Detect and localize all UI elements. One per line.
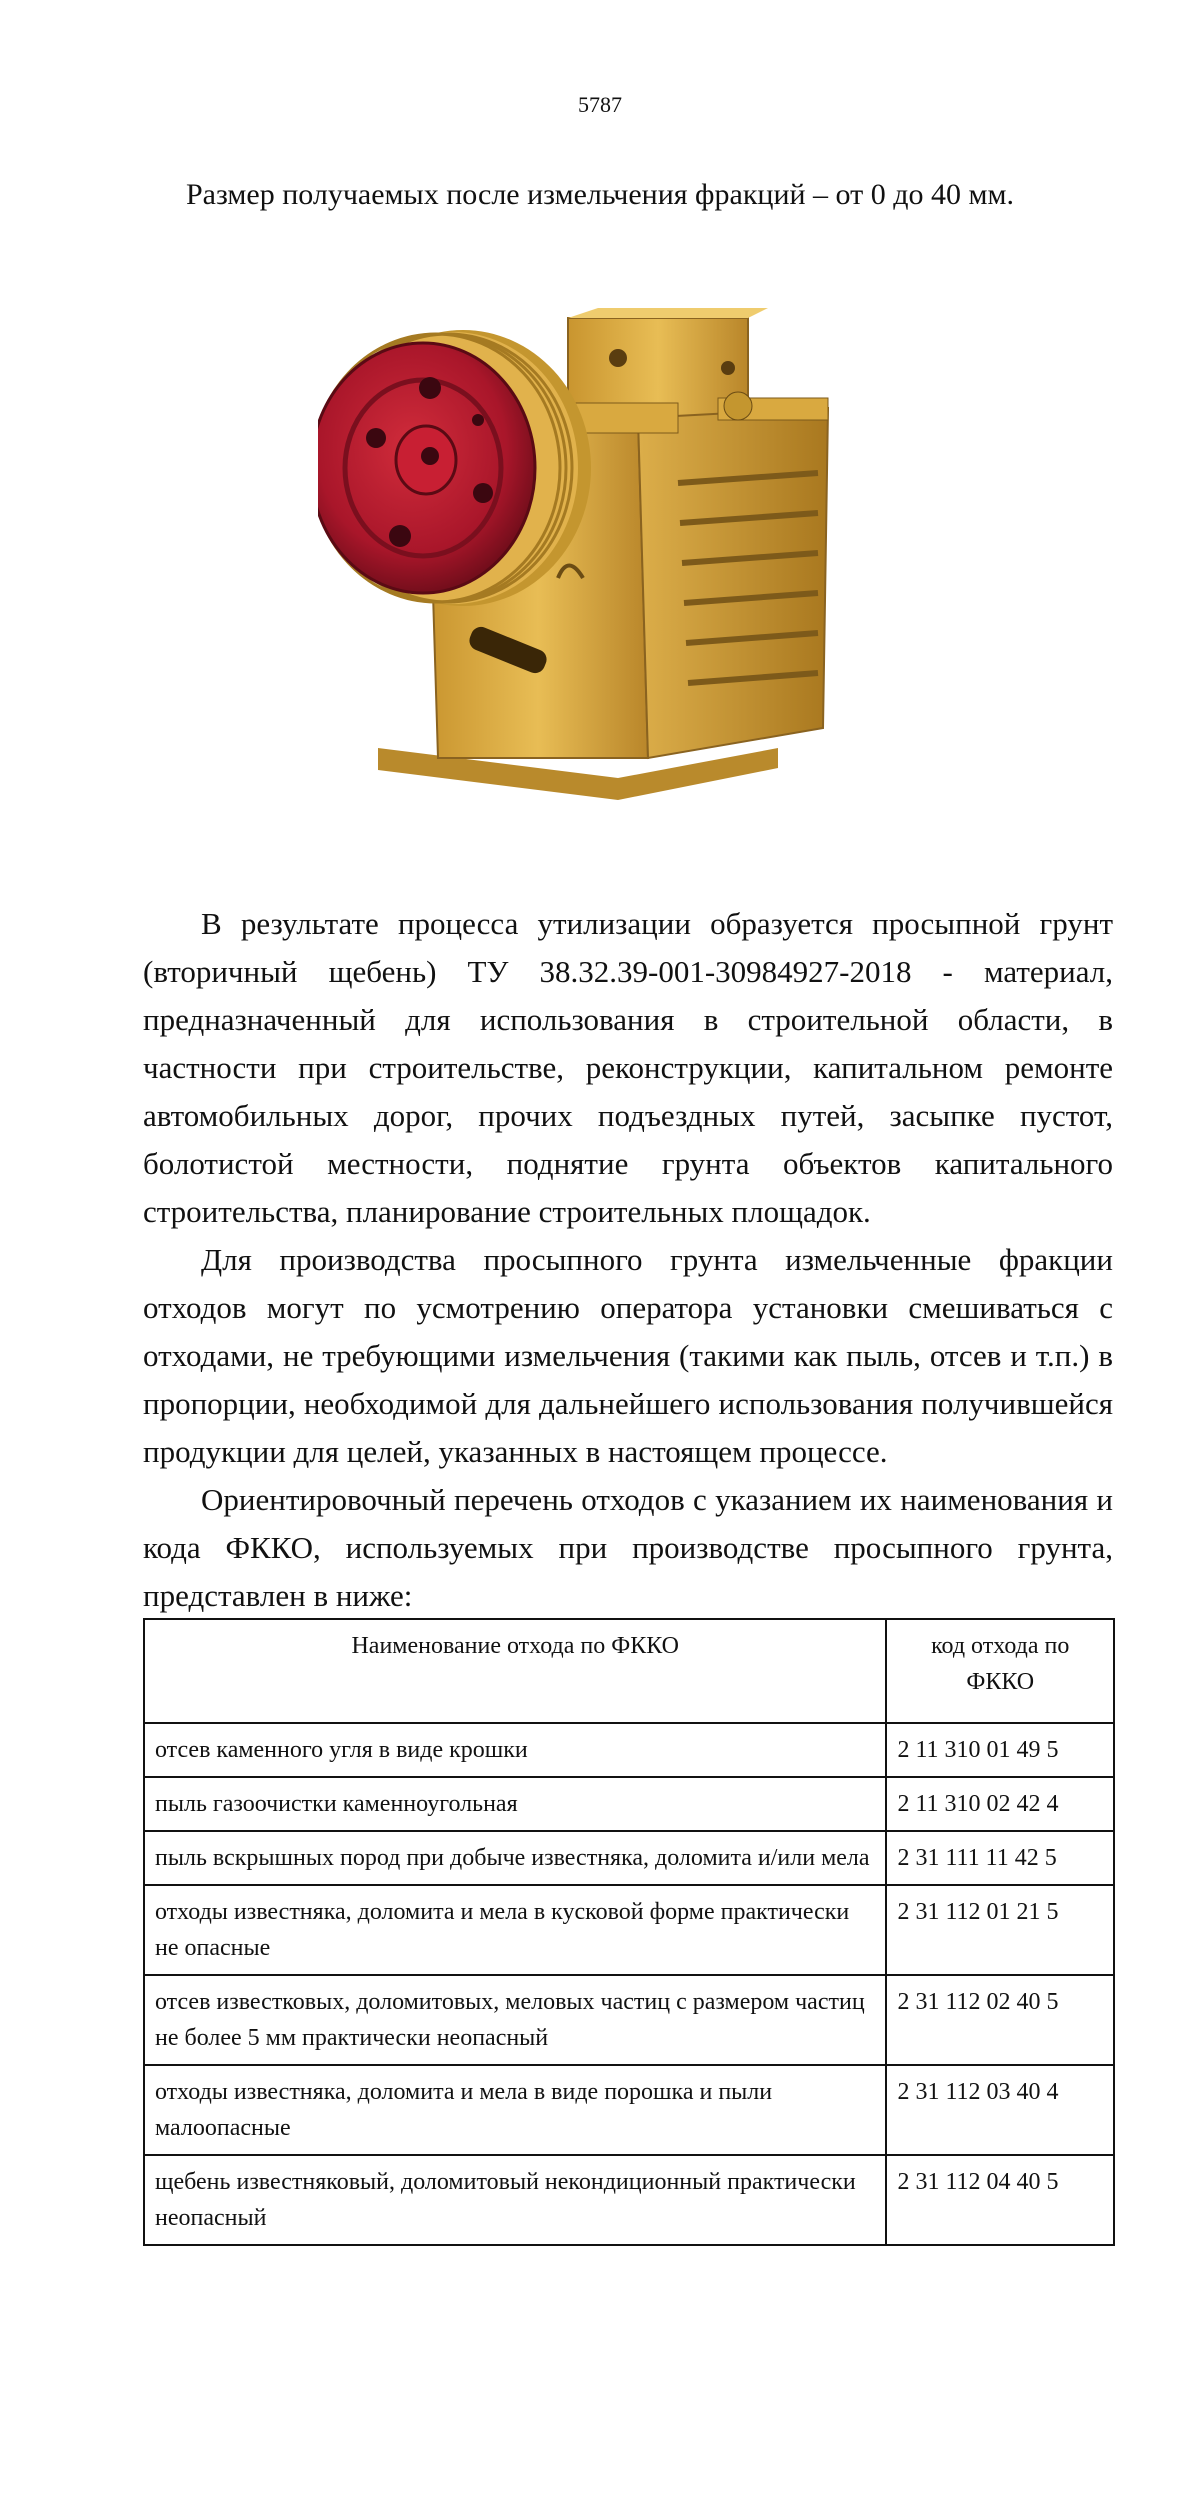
waste-name-cell: отсев каменного угля в виде крошки	[144, 1723, 886, 1777]
waste-code-cell: 2 11 310 02 42 4	[886, 1777, 1114, 1831]
table-row	[144, 1723, 1114, 1777]
fraction-size-line: Размер получаемых после измельчения фракций – от 0 до 40 мм.	[185, 178, 1015, 211]
header-waste-code: код отхода по ФККО	[886, 1619, 1114, 1723]
table-header-row	[144, 1619, 1114, 1723]
paragraph-3-text: Ориентировочный перечень отходов с указанием их наименования и кода ФККО, используемых при производстве просыпного грунта, представлен в ниже:	[143, 1482, 1113, 1613]
table-row	[144, 1885, 1114, 1975]
page-number: 5787	[578, 92, 622, 117]
waste-code-cell: 2 31 112 01 21 5	[886, 1885, 1114, 1975]
waste-codes-table	[143, 1618, 1115, 2246]
paragraph-1	[143, 900, 1113, 1236]
waste-name-cell: щебень известняковый, доломитовый некондиционный практически неопасный	[144, 2155, 886, 2245]
waste-name-cell: отсев известковых, доломитовых, меловых частиц с размером частиц не более 5 мм практически неопасный	[144, 1975, 886, 2065]
jaw-crusher-photo	[318, 308, 858, 808]
paragraph-2	[143, 1236, 1113, 1476]
paragraph-1-text: В результате процесса утилизации образуется просыпной грунт (вторичный щебень) ТУ 38.32.39-001-30984927-2018 - материал, предназначенный для использования в строительной области, в частности при строительстве, реконструкции, капитальном ремонте автомобильных дорог, прочих подъездных путей, засыпке пустот, болотистой местности, поднятие грунта объектов капитального строительства, планирование строительных площадок.	[143, 906, 1113, 1229]
table-row	[144, 2065, 1114, 2155]
waste-name-cell: пыль вскрышных пород при добыче известняка, доломита и/или мела	[144, 1831, 886, 1885]
table-row	[144, 1777, 1114, 1831]
paragraph-2-text: Для производства просыпного грунта измельченные фракции отходов могут по усмотрению оператора установки смешиваться с отходами, не требующими измельчения (такими как пыль, отсев и т.п.) в пропорции, необходимой для дальнейшего использования получившейся продукции для целей, указанных в настоящем процессе.	[143, 1242, 1113, 1469]
paragraph-3	[143, 1476, 1113, 1620]
header-waste-name: Наименование отхода по ФККО	[144, 1619, 886, 1723]
table-row	[144, 1831, 1114, 1885]
waste-name-cell: пыль газоочистки каменноугольная	[144, 1777, 886, 1831]
table-row	[144, 2155, 1114, 2245]
waste-name-cell: отходы известняка, доломита и мела в кусковой форме практически не опасные	[144, 1885, 886, 1975]
table-row	[144, 1975, 1114, 2065]
waste-code-cell: 2 11 310 01 49 5	[886, 1723, 1114, 1777]
waste-name-cell: отходы известняка, доломита и мела в виде порошка и пыли малоопасные	[144, 2065, 886, 2155]
waste-code-cell: 2 31 111 11 42 5	[886, 1831, 1114, 1885]
waste-code-cell: 2 31 112 02 40 5	[886, 1975, 1114, 2065]
waste-code-cell: 2 31 112 04 40 5	[886, 2155, 1114, 2245]
waste-code-cell: 2 31 112 03 40 4	[886, 2065, 1114, 2155]
